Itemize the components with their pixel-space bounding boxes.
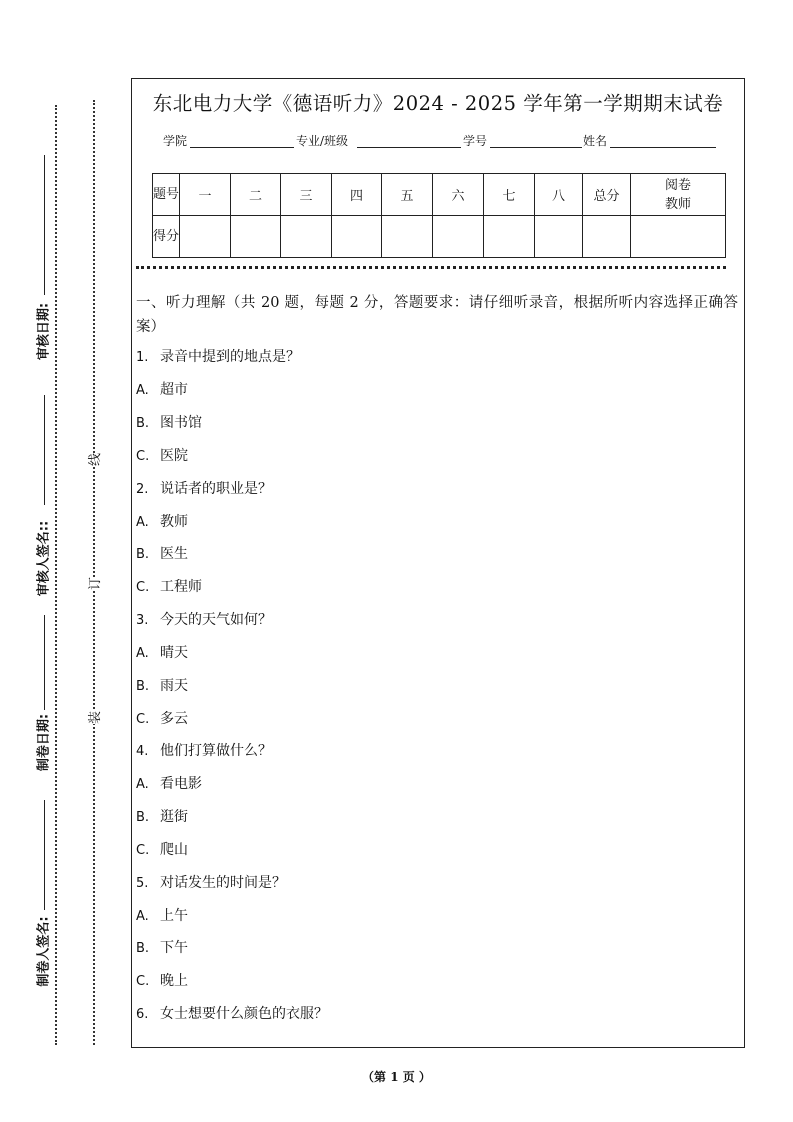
option-5c[interactable]: C. 晚上 xyxy=(136,973,188,989)
question-5: 5. 对话发生的时间是？ xyxy=(136,875,286,891)
score-cell-5[interactable] xyxy=(382,216,433,258)
question-6: 6. 女士想要什么颜色的衣服？ xyxy=(136,1006,328,1022)
question-3: 3. 今天的天气如何？ xyxy=(136,612,272,628)
score-cell-1[interactable] xyxy=(180,216,231,258)
binding-char-order: 订 xyxy=(82,577,105,590)
option-2c[interactable]: C. 工程师 xyxy=(136,579,202,595)
option-1c[interactable]: C. 医院 xyxy=(136,448,188,464)
student-id-field[interactable] xyxy=(490,147,582,148)
score-cell-8[interactable] xyxy=(535,216,583,258)
option-2b[interactable]: B. 医生 xyxy=(136,546,188,562)
grader-header: 阅卷教师 xyxy=(631,174,726,216)
score-cell-total[interactable] xyxy=(583,216,631,258)
score-row-header: 得分 xyxy=(153,216,180,258)
option-4c[interactable]: C. 爬山 xyxy=(136,842,188,858)
signature-line-make-date xyxy=(44,615,45,710)
cut-line-binding xyxy=(93,100,95,1045)
name-field[interactable] xyxy=(610,147,716,148)
college-label: 学院 xyxy=(163,134,188,148)
score-col-8: 八 xyxy=(535,174,583,216)
student-id-label: 学号 xyxy=(463,134,488,148)
make-date-label: 制卷日期: xyxy=(36,713,52,772)
score-table xyxy=(152,173,726,258)
question-4: 4. 他们打算做什么？ xyxy=(136,743,272,759)
option-1b[interactable]: B. 图书馆 xyxy=(136,415,202,431)
option-1a[interactable]: A. 超市 xyxy=(136,382,188,398)
review-date-label: 审核日期: xyxy=(36,302,52,361)
score-col-5: 五 xyxy=(382,174,433,216)
question-1: 1. 录音中提到的地点是？ xyxy=(136,349,300,365)
signature-line-maker xyxy=(44,800,45,910)
option-4a[interactable]: A. 看电影 xyxy=(136,776,202,792)
option-4b[interactable]: B. 逛街 xyxy=(136,809,188,825)
binding-char-bind: 装 xyxy=(82,711,105,724)
option-5a[interactable]: A. 上午 xyxy=(136,908,188,924)
page-number: （第 1 页 ） xyxy=(362,1070,431,1084)
binding-char-line: 线 xyxy=(82,453,105,466)
option-3b[interactable]: B. 雨天 xyxy=(136,678,188,694)
major-class-field[interactable] xyxy=(357,147,461,148)
option-3a[interactable]: A. 晴天 xyxy=(136,645,188,661)
name-label: 姓名 xyxy=(583,134,608,148)
option-2a[interactable]: A. 教师 xyxy=(136,514,188,530)
cut-line-inner xyxy=(55,105,57,1045)
score-col-total: 总分 xyxy=(583,174,631,216)
score-col-6: 六 xyxy=(433,174,484,216)
signature-line-reviewer xyxy=(44,395,45,505)
score-cell-7[interactable] xyxy=(484,216,535,258)
exam-title: 东北电力大学《德语听力》2024 - 2025 学年第一学期期末试卷 xyxy=(152,92,724,115)
score-col-7: 七 xyxy=(484,174,535,216)
section-divider xyxy=(136,266,726,269)
score-col-4: 四 xyxy=(332,174,382,216)
option-5b[interactable]: B. 下午 xyxy=(136,940,188,956)
maker-signature-label: 制卷人签名: xyxy=(36,916,52,987)
option-3c[interactable]: C. 多云 xyxy=(136,711,188,727)
reviewer-signature-label: 审核人签名:: xyxy=(36,520,52,597)
score-col-1: 一 xyxy=(180,174,231,216)
signature-line-review-date xyxy=(44,155,45,295)
score-cell-2[interactable] xyxy=(231,216,281,258)
score-cell-4[interactable] xyxy=(332,216,382,258)
question-number-header: 题号 xyxy=(153,174,180,216)
section-heading: 一、听力理解（共 20 题，每题 2 分，答题要求：请仔细听录音，根据所听内容选择正确答案） xyxy=(136,295,738,335)
question-2: 2. 说话者的职业是？ xyxy=(136,481,272,497)
score-col-3: 三 xyxy=(281,174,332,216)
score-cell-3[interactable] xyxy=(281,216,332,258)
score-cell-6[interactable] xyxy=(433,216,484,258)
major-class-label: 专业/班级 xyxy=(296,134,349,148)
score-cell-grader[interactable] xyxy=(631,216,726,258)
score-col-2: 二 xyxy=(231,174,281,216)
college-field[interactable] xyxy=(190,147,294,148)
